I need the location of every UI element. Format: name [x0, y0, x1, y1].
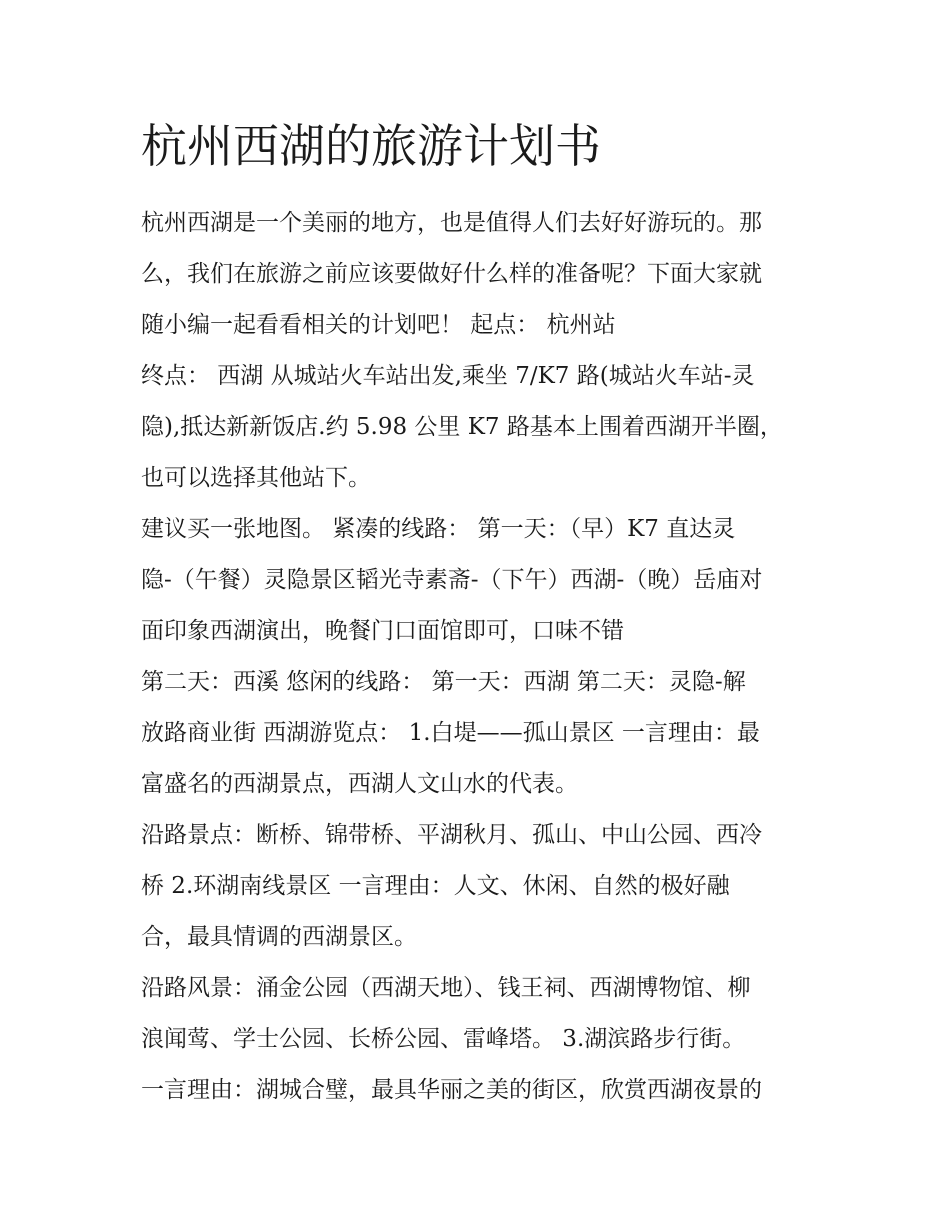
text-line: 放路商业街 西湖游览点： 1.白堤——孤山景区 一言理由：最 [141, 720, 760, 746]
text-line: 富盛名的西湖景点，西湖人文山水的代表。 [141, 771, 578, 797]
text-line: 桥 2.环湖南线景区 一言理由：人文、休闲、自然的极好融 [141, 873, 730, 899]
text-line: 合，最具情调的西湖景区。 [141, 924, 417, 950]
text-line: 沿路风景：涌金公园（西湖天地）、钱王祠、西湖博物馆、柳 [141, 975, 751, 1001]
text-line: 隐-（午餐）灵隐景区韬光寺素斋-（下午）西湖-（晚）岳庙对 [141, 567, 763, 593]
text-line: 浪闻莺、学士公园、长桥公园、雷峰塔。 3.湖滨路步行街。 [141, 1026, 746, 1052]
text-line: 么，我们在旅游之前应该要做好什么样的准备呢？下面大家就 [141, 261, 762, 287]
text-line: 随小编一起看看相关的计划吧！ 起点： 杭州站 [141, 312, 616, 338]
text-line: 一言理由：湖城合璧，最具华丽之美的街区，欣赏西湖夜景的 [141, 1077, 762, 1103]
text-line: 第二天：西溪 悠闲的线路： 第一天：西湖 第二天：灵隐-解 [141, 669, 746, 695]
document-title: 杭州西湖的旅游计划书 [141, 119, 601, 173]
text-line: 面印象西湖演出，晚餐门口面馆即可，口味不错 [141, 618, 624, 644]
text-line: 终点： 西湖 从城站火车站出发,乘坐 7/K7 路(城站火车站-灵 [141, 363, 755, 389]
text-line: 也可以选择其他站下。 [141, 465, 371, 491]
text-line: 沿路景点：断桥、锦带桥、平湖秋月、孤山、中山公园、西冷 [141, 822, 762, 848]
text-line: 建议买一张地图。 紧凑的线路： 第一天：（早）K7 直达灵 [141, 516, 736, 542]
text-line: 隐),抵达新新饭店.约 5.98 公里 K7 路基本上围着西湖开半圈， [141, 414, 783, 440]
text-line: 杭州西湖是一个美丽的地方，也是值得人们去好好游玩的。那 [141, 210, 762, 236]
